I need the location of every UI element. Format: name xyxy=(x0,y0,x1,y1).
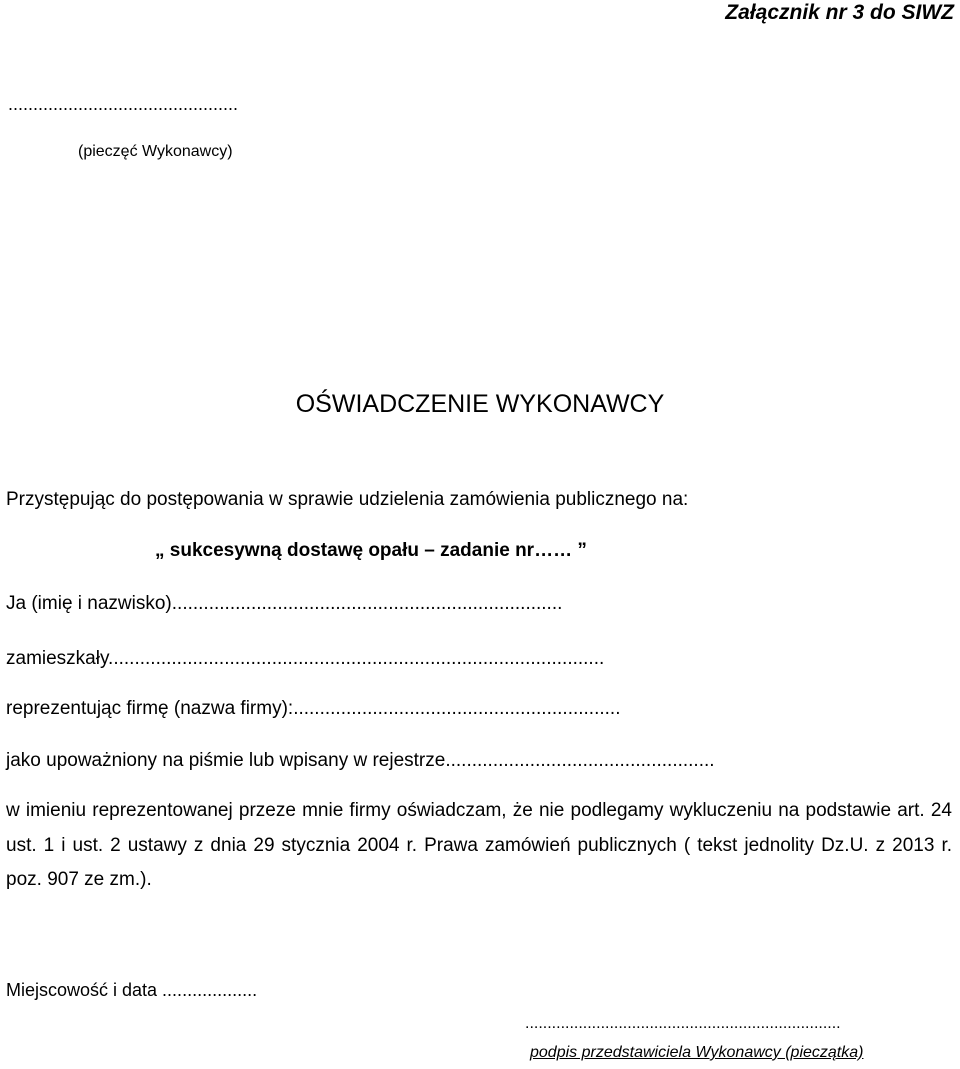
residence-field: zamieszkały.............................................................................................. xyxy=(6,648,605,669)
name-field: Ja (imię i nazwisko).......................................................................... xyxy=(6,593,563,614)
intro-text: Przystępując do postępowania w sprawie udzielenia zamówienia publicznego na: xyxy=(6,489,689,510)
stamp-dots: .............................................. xyxy=(8,94,239,114)
authorized-field: jako upoważniony na piśmie lub wpisany w rejestrze................................................... xyxy=(6,750,715,771)
signature-dots: ....................................................................... xyxy=(525,1015,841,1032)
attachment-label: Załącznik nr 3 do SIWZ xyxy=(725,1,954,24)
procurement-subject: „ sukcesywną dostawę opału – zadanie nr…… ” xyxy=(155,540,587,561)
document-title: OŚWIADCZENIE WYKONAWCY xyxy=(295,390,665,418)
company-field: reprezentując firmę (nazwa firmy):.............................................................. xyxy=(6,698,621,719)
stamp-caption: (pieczęć Wykonawcy) xyxy=(78,143,233,160)
signature-caption: podpis przedstawiciela Wykonawcy (pieczątka) xyxy=(530,1044,864,1061)
statement-paragraph: w imieniu reprezentowanej przeze mnie firmy oświadczam, że nie podlegamy wykluczeniu na podstawie art. 24 ust. 1 i ust. 2 ustawy z dnia 29 stycznia 2004 r. Prawa zamówień publicznych ( tekst jednolity Dz.U. z 2013 r. poz. 907 ze zm.). xyxy=(6,800,952,890)
place-date-field: Miejscowość i data ................... xyxy=(6,980,258,1000)
